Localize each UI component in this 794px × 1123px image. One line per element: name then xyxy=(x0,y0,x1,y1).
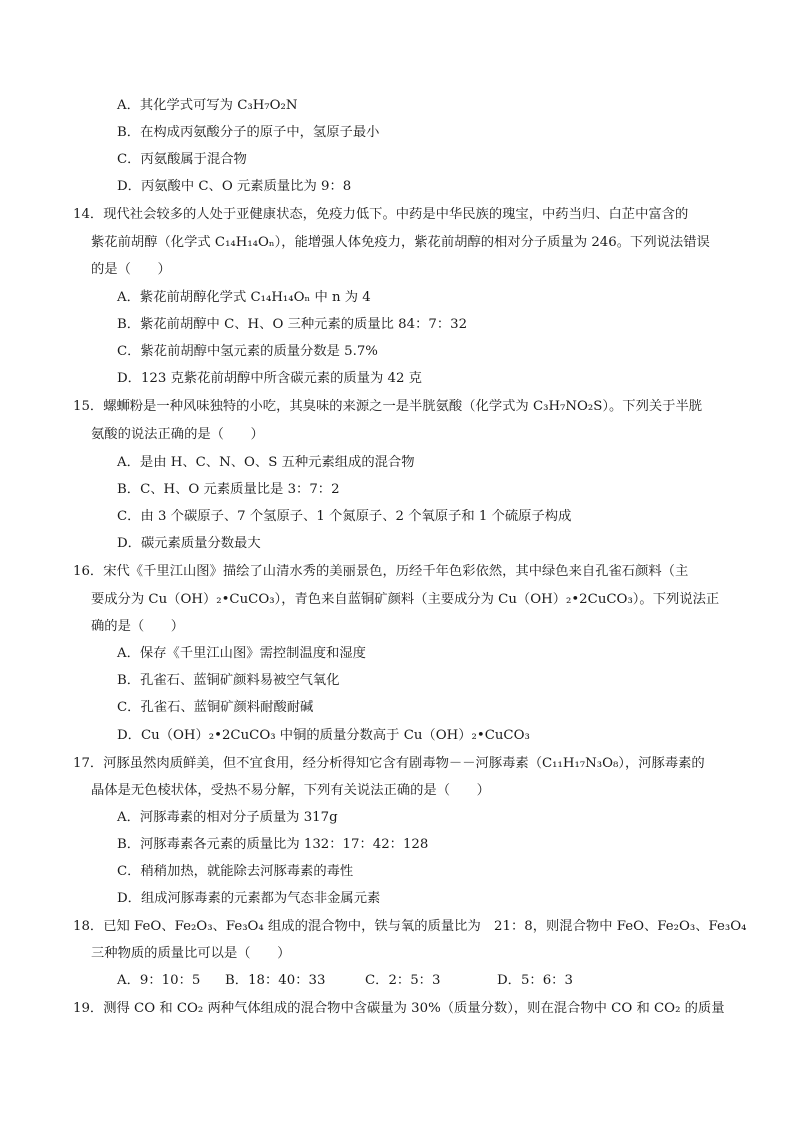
q13-option-b: B．在构成丙氨酸分子的原子中，氢原子最小 xyxy=(117,125,380,140)
q17-stem-line2: 晶体是无色棱状体，受热不易分解，下列有关说法正确的是（ ） xyxy=(91,783,490,798)
q18-options xyxy=(117,972,573,990)
q16-option-c: C．孔雀石、蓝铜矿颜料耐酸耐碱 xyxy=(117,700,314,715)
q18-option-a: A．9：10：5 xyxy=(117,973,201,988)
q16-option-a: A．保存《千里江山图》需控制温度和湿度 xyxy=(117,646,366,661)
q15-option-c: C．由 3 个碳原子、7 个氢原子、1 个氮原子、2 个氧原子和 1 个硫原子构成 xyxy=(117,509,572,524)
q18-option-c: C．2：5：3 xyxy=(365,973,441,988)
q13-option-d: D．丙氨酸中 C、O 元素质量比为 9：8 xyxy=(117,179,352,194)
q18-stem-line2: 三种物质的质量比可以是（ ） xyxy=(91,946,291,961)
q17-option-c: C．稍稍加热，就能除去河豚毒素的毒性 xyxy=(117,864,354,879)
q16-option-b: B．孔雀石、蓝铜矿颜料易被空气氧化 xyxy=(117,673,340,688)
q16-stem-line2: 要成分为 Cu（OH）₂•CuCO₃），青色来自蓝铜矿颜料（主要成分为 Cu（OH）₂•2CuCO₃）。下列说法正 xyxy=(91,592,720,607)
q16-stem-line1: 16．宋代《千里江山图》描绘了山清水秀的美丽景色，历经千年色彩依然，其中绿色来自孔雀石颜料（主 xyxy=(73,564,689,579)
q14-option-b: B．紫花前胡醇中 C、H、O 三种元素的质量比 84：7：32 xyxy=(117,317,468,332)
q14-option-d: D．123 克紫花前胡醇中所含碳元素的质量为 42 克 xyxy=(117,371,422,386)
q15-option-b: B．C、H、O 元素质量比是 3：7：2 xyxy=(117,482,340,497)
q15-option-d: D．碳元素质量分数最大 xyxy=(117,536,261,551)
q16-option-d: D．Cu（OH）₂•2CuCO₃ 中铜的质量分数高于 Cu（OH）₂•CuCO₃ xyxy=(117,728,530,743)
q15-stem-line1: 15．螺蛳粉是一种风味独特的小吃，其臭味的来源之一是半胱氨酸（化学式为 C₃H₇NO₂S）。下列关于半胱 xyxy=(73,399,703,414)
q14-option-c: C．紫花前胡醇中氢元素的质量分数是 5.7% xyxy=(117,344,378,359)
q14-option-a: A．紫花前胡醇化学式 C₁₄H₁₄Oₙ 中 n 为 4 xyxy=(117,290,371,305)
q14-stem-line1: 14．现代社会较多的人处于亚健康状态，免疫力低下。中药是中华民族的瑰宝，中药当归、白芷中富含的 xyxy=(73,207,689,222)
q17-stem-line1: 17．河豚虽然肉质鲜美，但不宜食用，经分析得知它含有剧毒物－－河豚毒素（C₁₁H₁₇N₃O₈），河豚毒素的 xyxy=(73,756,705,771)
q15-stem-line2: 氨酸的说法正确的是（ ） xyxy=(91,427,264,442)
q17-option-a: A．河豚毒素的相对分子质量为 317g xyxy=(117,810,338,825)
q17-option-d: D．组成河豚毒素的元素都为气态非金属元素 xyxy=(117,891,381,906)
q13-option-c: C．丙氨酸属于混合物 xyxy=(117,152,247,167)
q19-stem-line1: 19．测得 CO 和 CO₂ 两种气体组成的混合物中含碳量为 30%（质量分数），则在混合物中 CO 和 CO₂ 的质量 xyxy=(73,1001,725,1016)
q13-option-a: A．其化学式可写为 C₃H₇O₂N xyxy=(117,98,298,113)
q18-option-b: B．18：40：33 xyxy=(225,973,326,988)
q16-stem-line3: 确的是（ ） xyxy=(91,619,185,634)
q15-option-a: A．是由 H、C、N、O、S 五种元素组成的混合物 xyxy=(117,455,415,470)
q14-stem-line2: 紫花前胡醇（化学式 C₁₄H₁₄Oₙ），能增强人体免疫力，紫花前胡醇的相对分子质量为 246。下列说法错误 xyxy=(91,235,710,250)
q17-option-b: B．河豚毒素各元素的质量比为 132：17：42：128 xyxy=(117,837,429,852)
q14-stem-line3: 的是（ ） xyxy=(91,262,171,277)
q18-stem-line1: 18．已知 FeO、Fe₂O₃、Fe₃O₄ 组成的混合物中，铁与氧的质量比为 21：8，则混合物中 FeO、Fe₂O₃、Fe₃O₄ xyxy=(73,919,747,934)
q18-option-d: D．5：6：3 xyxy=(497,973,573,988)
